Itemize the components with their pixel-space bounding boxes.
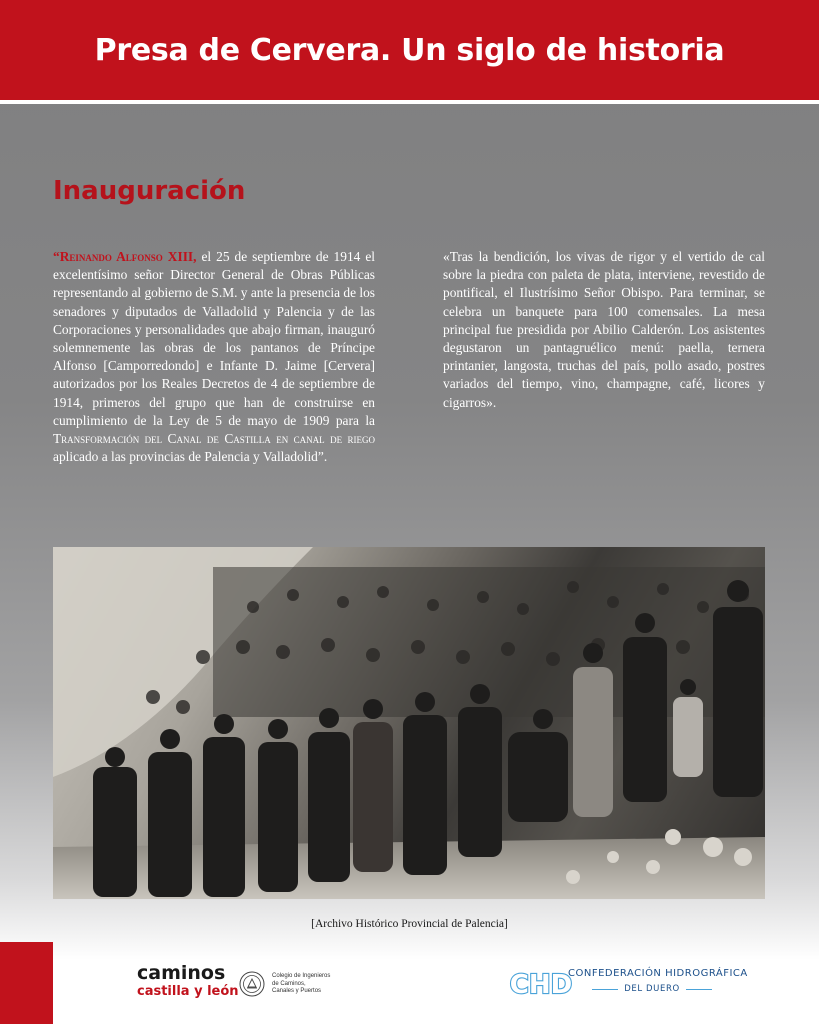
chd-name	[568, 968, 748, 994]
section-title: Inauguración	[53, 176, 246, 206]
chd-logo-icon	[509, 955, 573, 1003]
chd-logo-letters: CHD	[509, 970, 573, 1000]
chd-divider-right	[686, 989, 712, 990]
colegio-seal-icon	[239, 971, 265, 997]
quote-lead: “Reinando Alfonso XIII,	[53, 249, 197, 264]
historic-photo	[53, 547, 765, 899]
chd-name-line1: CONFEDERACIÓN HIDROGRÁFICA	[568, 968, 748, 979]
caminos-logo-line1: caminos	[137, 962, 226, 984]
page-title: Presa de Cervera. Un siglo de historia	[94, 32, 725, 68]
header-divider	[0, 100, 819, 104]
colegio-line: Colegio de Ingenieros	[272, 973, 331, 979]
quote-left-column	[53, 248, 375, 466]
colegio-ingenieros-text	[272, 973, 330, 996]
caminos-logo	[137, 964, 239, 998]
quote-body-part2: aplicado a las provincias de Palencia y Valladolid”.	[53, 449, 328, 465]
colegio-line: Canales y Puertos	[272, 988, 322, 994]
quote-right-column	[443, 248, 765, 412]
crowd-photo-illustration	[53, 547, 765, 899]
quote-body-part1: el 25 de septiembre de 1914 el excelentísimo señor Director General de Obras Públicas representando al gobierno de S.M. y ante la presencia de los senadores y diputados de Valladolid y Palencia y de las Corporaciones y personalidades que abajo firman, inauguró solemnemente las obras de los pantanos de Príncipe Alfonso [Camporredondo] e Infante D. Jaime [Cervera] autorizados por los Reales Decretos de 4 de septiembre de 1914, primeros del grupo que han de construirse en cumplimiento de la Ley de 5 de mayo de 1909 para la	[53, 249, 376, 428]
colegio-line: de Caminos,	[272, 980, 306, 987]
caminos-logo-line2: castilla y león	[137, 984, 239, 999]
photo-credit: [Archivo Histórico Provincial de Palencia]	[311, 918, 508, 930]
header-bar	[0, 0, 819, 100]
chd-divider-left	[592, 989, 618, 990]
chd-name-line2-wrap	[568, 984, 736, 994]
footer-red-accent	[0, 942, 53, 1024]
quote-right-body: «Tras la bendición, los vivas de rigor y el vertido de cal sobre la piedra con paleta de plata, interviene, revestido de pontifical, el Ilustrísimo Señor Obispo. Para terminar, se celebra un banquete para 100 comensales. La mesa principal fue presidida por Abilio Calderón. Los asistentes degustaron un pantagruélico menú: paella, ternera printanier, langosta, truchas del país, pollo asado, postres variados del tiempo, vino, champagne, café, licores y cigarros».	[443, 249, 765, 410]
chd-name-line2: DEL DUERO	[624, 984, 680, 994]
quote-smallcaps: Transformación del Canal de Castilla en canal de riego	[53, 431, 375, 447]
